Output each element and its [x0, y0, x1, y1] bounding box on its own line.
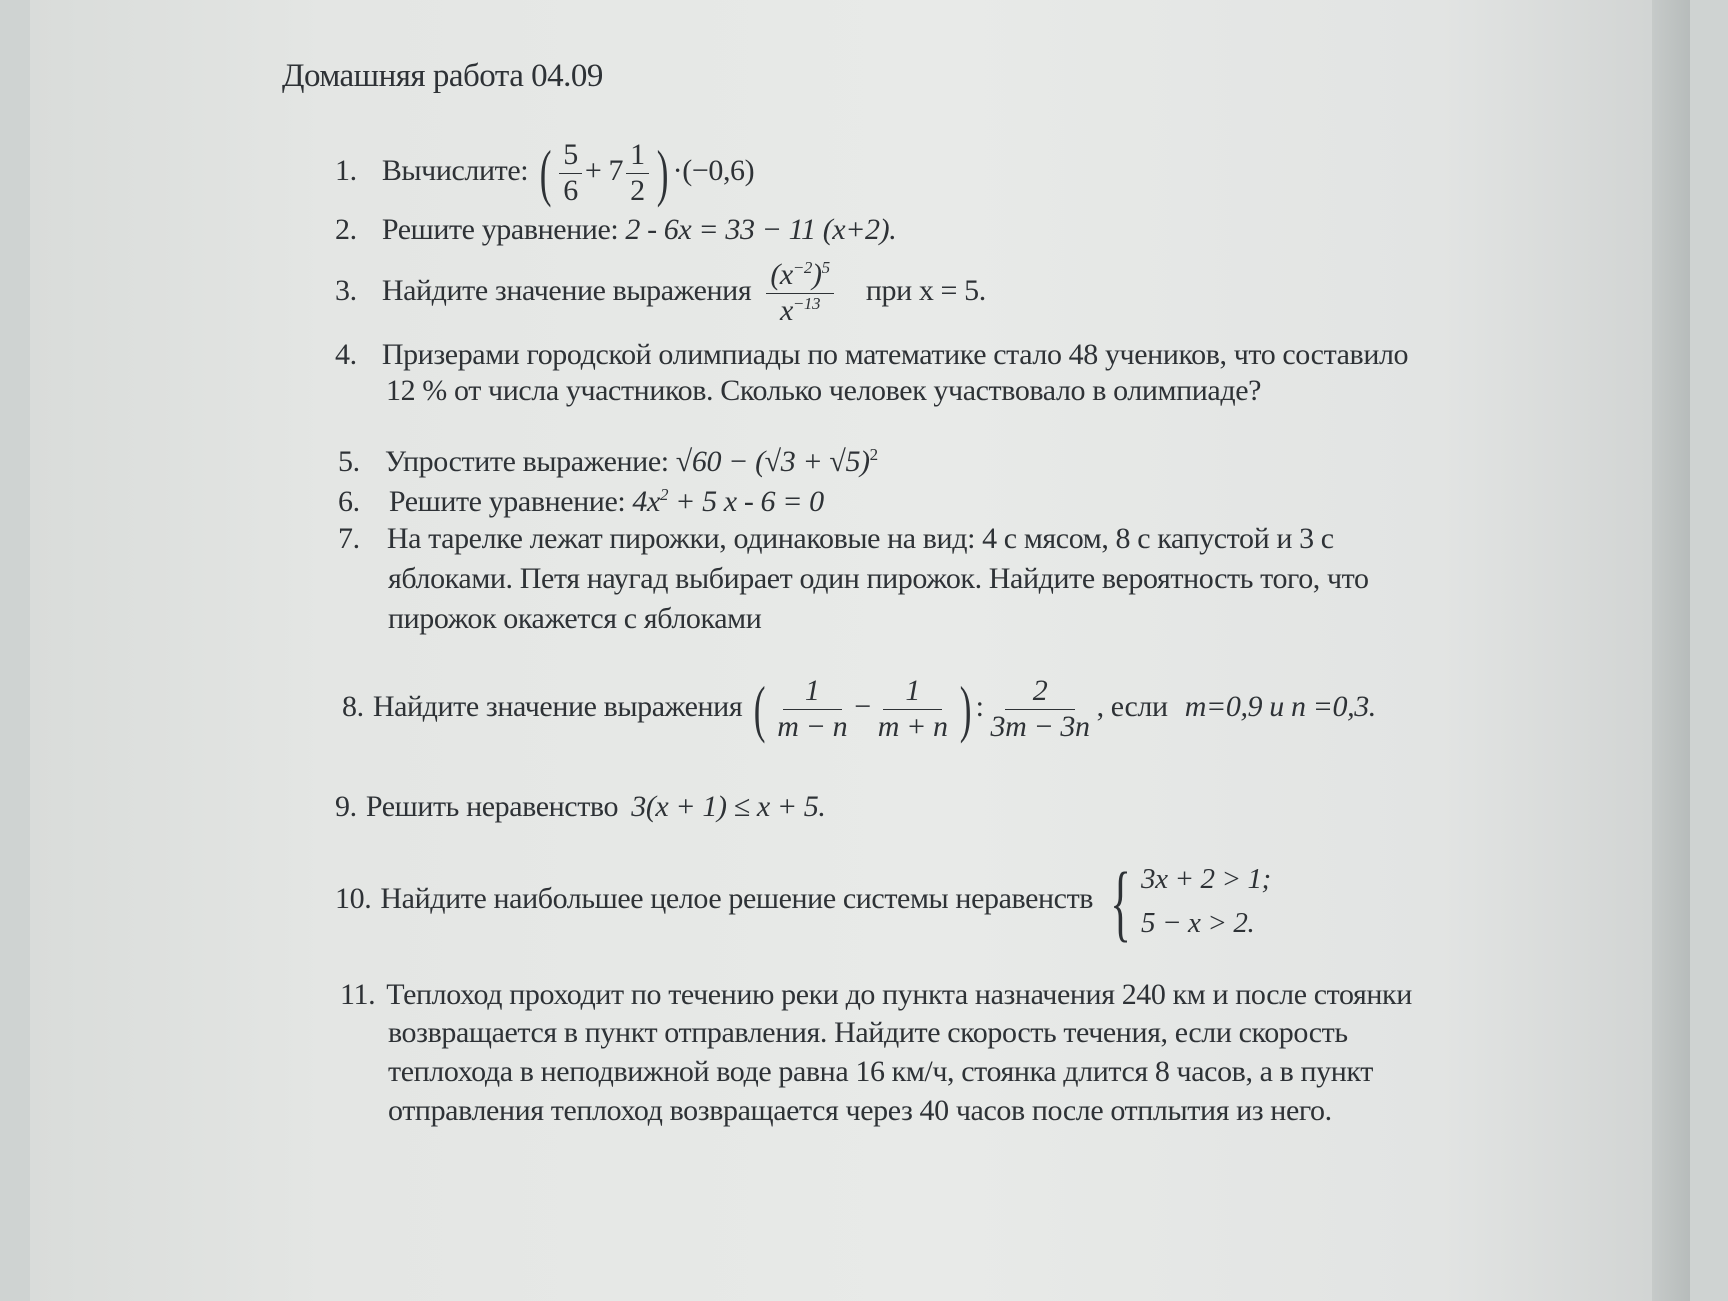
paren-open: (: [540, 137, 552, 208]
task-1: 1. Вычислите: ( $\frac{5}{6}$ + 7 $\frac{1}{2}$ ) ·(−0,6): [335, 137, 755, 208]
fraction: $\frac{1}{m + n}$: [877, 674, 948, 743]
paren-close: ): [656, 137, 668, 208]
task-1-label: Вычислите:: [381, 153, 529, 187]
task-8: 8. Найдите значение выражения ( $\frac{1}{m - n}$ − $\frac{1}{m + n}$ ) : $\frac{2}{3m - 3n}$ , если m=0,9 и n =0,3.: [342, 673, 1376, 744]
equation: $4x^2 + 5$ x - 6 = 0: [632, 485, 824, 518]
condition: m=0,9 и n =0,3.: [1184, 689, 1376, 723]
task-10: 10. Найдите наибольшее целое решение системы неравенств { 3x + 2 > 1; 5 − x > 2.: [335, 853, 1271, 950]
task-5: 5. Упростите выражение: $√60 - (√3 + √5)^2$: [338, 445, 878, 478]
inequality: 3(x + 1) ≤ x + 5.: [631, 790, 826, 823]
expression: √60 − (√3 + √5): [675, 445, 870, 478]
document-page: [30, 0, 1690, 1301]
page-title: Домашняя работа 04.09: [282, 58, 603, 94]
task-11: 11. Теплоход проходит по течению реки до пункта назначения 240 км и после стоянки: [340, 978, 1412, 1011]
fraction: $\frac{1}{2}$: [626, 138, 649, 208]
task-3: 3. Найдите значение выражения $\frac{(x^{-2})^5}{x^{-13}}$ при x = 5.: [335, 258, 986, 327]
fraction: $\frac{2}{3m - 3n}$: [990, 674, 1090, 743]
task-7-line-2: яблоками. Петя наугад выбирает один пирожок. Найдите вероятность того, что: [388, 562, 1369, 595]
inequality-system: 3x + 2 > 1; 5 − x > 2.: [1141, 863, 1271, 939]
fraction: $\frac{5}{6}$: [559, 138, 582, 208]
task-11-line-3: теплохода в неподвижной воде равна 16 км/ч, стоянка длится 8 часов, а в пункт: [388, 1055, 1373, 1088]
equation: 2 - 6x = 33 − 11 (x+2).: [625, 213, 897, 246]
task-11-line-2: возвращается в пункт отправления. Найдите скорость течения, если скорость: [388, 1016, 1348, 1049]
task-2: 2. Решите уравнение: 2 - 6x = 33 − 11 (x+2).: [335, 213, 897, 246]
task-7: 7. На тарелке лежат пирожки, одинаковые на вид: 4 с мясом, 8 с капустой и 3 с: [338, 522, 1334, 555]
fraction: $\frac{1}{m - n}$: [777, 674, 848, 743]
task-4: 4. Призерами городской олимпиады по математике стало 48 учеников, что составило: [335, 338, 1409, 371]
system-brace: {: [1110, 853, 1131, 950]
task-4-line-2: 12 % от числа участников. Сколько человек участвовало в олимпиаде?: [386, 374, 1262, 407]
task-6: 6. Решите уравнение: $4x^2 + 5$ x - 6 = 0: [338, 485, 824, 518]
task-7-line-3: пирожок окажется с яблоками: [388, 602, 762, 635]
task-11-line-4: отправления теплоход возвращается через 40 часов после отплытия из него.: [388, 1094, 1332, 1127]
screen-edge: [1652, 0, 1690, 1301]
task-9: 9. Решить неравенство 3(x + 1) ≤ x + 5.: [335, 790, 826, 823]
fraction: $\frac{(x^{-2})^5}{x^{-13}}$: [766, 258, 833, 328]
